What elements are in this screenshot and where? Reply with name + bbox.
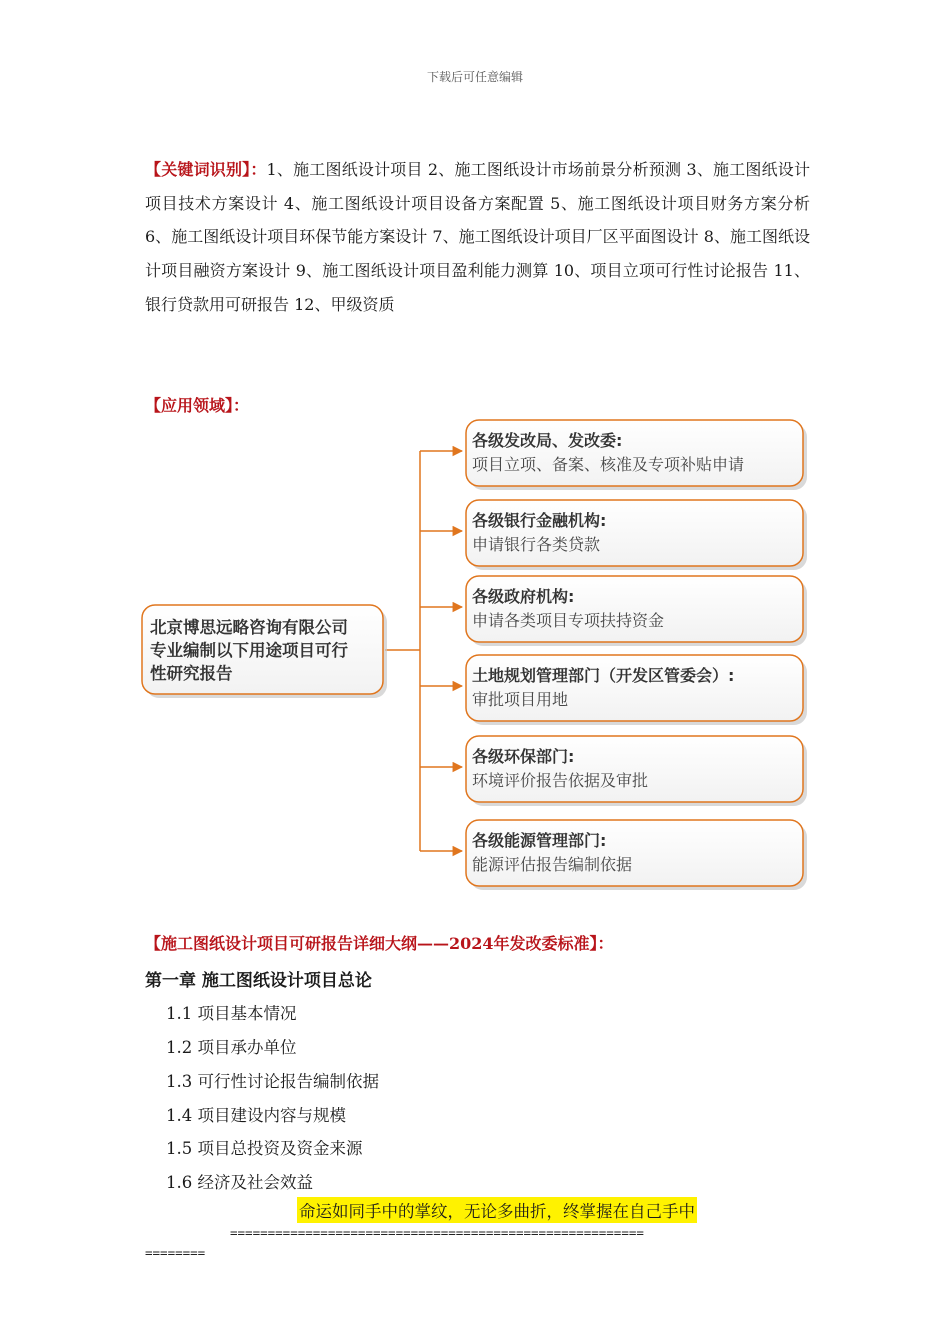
source-line-3: 性研究报告 (150, 664, 233, 683)
target-1-title: 各级发改局、发改委: (472, 431, 623, 450)
keywords-text: 1、施工图纸设计项目 2、施工图纸设计市场前景分析预测 3、施工图纸设计项目技术方案设计 4、施工图纸设计项目设备方案配置 5、施工图纸设计项目财务方案分析 6、施工图纸设计项目环保节能方案设计 7、施工图纸设计项目厂区平面图设计 8、施工图纸设计项目融资方案设计 9、施工图纸设计项目盈利能力测算 10、项目立项可行性讨论报告 11、银行贷款用可研报告 12、甲级资质 (145, 160, 810, 314)
target-6-title: 各级能源管理部门: (472, 831, 607, 850)
toc-item-1-4: 1.4 项目建设内容与规模 (166, 1106, 346, 1125)
target-3-desc: 申请各类项目专项扶持资金 (472, 611, 665, 630)
target-4-title: 土地规划管理部门（开发区管委会）: (472, 666, 735, 685)
target-box-3 (466, 576, 807, 646)
connector-lines (385, 451, 462, 851)
chapter-heading: 第一章 施工图纸设计项目总论 (145, 971, 372, 991)
page-header: 下载后可任意编辑 (426, 70, 523, 84)
toc-item-1-3: 1.3 可行性讨论报告编制依据 (166, 1072, 379, 1091)
target-4-desc: 审批项目用地 (472, 690, 569, 709)
target-box-1 (466, 420, 807, 490)
outline-title: 【施工图纸设计项目可研报告详细大纲——2024年发改委标准】： (145, 934, 614, 953)
source-line-2: 专业编制以下用途项目可行 (150, 641, 348, 660)
application-title: 【应用领域】： (145, 396, 250, 415)
toc-item-1-1: 1.1 项目基本情况 (166, 1004, 297, 1023)
target-2-title: 各级银行金融机构: (472, 511, 607, 530)
target-box-5 (466, 736, 807, 806)
target-1-desc: 项目立项、备案、核准及专项补贴申请 (472, 455, 745, 474)
target-box-2 (466, 500, 807, 570)
target-2-desc: 申请银行各类贷款 (472, 535, 601, 554)
target-5-desc: 环境评价报告依据及审批 (472, 771, 649, 790)
target-box-4 (466, 655, 807, 725)
separator-line-1: ======================================================= (230, 1225, 644, 1240)
toc-item-1-5: 1.5 项目总投资及资金来源 (166, 1139, 363, 1158)
toc-item-1-2: 1.2 项目承办单位 (166, 1038, 297, 1057)
source-box (142, 605, 387, 698)
separator-line-2: ======== (145, 1245, 206, 1260)
keywords-paragraph (145, 153, 810, 322)
target-box-6 (466, 820, 807, 890)
source-line-1: 北京博思远略咨询有限公司 (150, 618, 348, 637)
keywords-label: 【关键词识别】： (145, 160, 267, 179)
target-3-title: 各级政府机构: (472, 587, 575, 606)
application-diagram (140, 418, 810, 893)
target-5-title: 各级环保部门: (472, 747, 575, 766)
toc-item-1-6: 1.6 经济及社会效益 (166, 1173, 313, 1192)
target-6-desc: 能源评估报告编制依据 (472, 855, 633, 874)
highlighted-quote: 命运如同手中的掌纹，无论多曲折，终掌握在自己手中 (297, 1197, 697, 1223)
